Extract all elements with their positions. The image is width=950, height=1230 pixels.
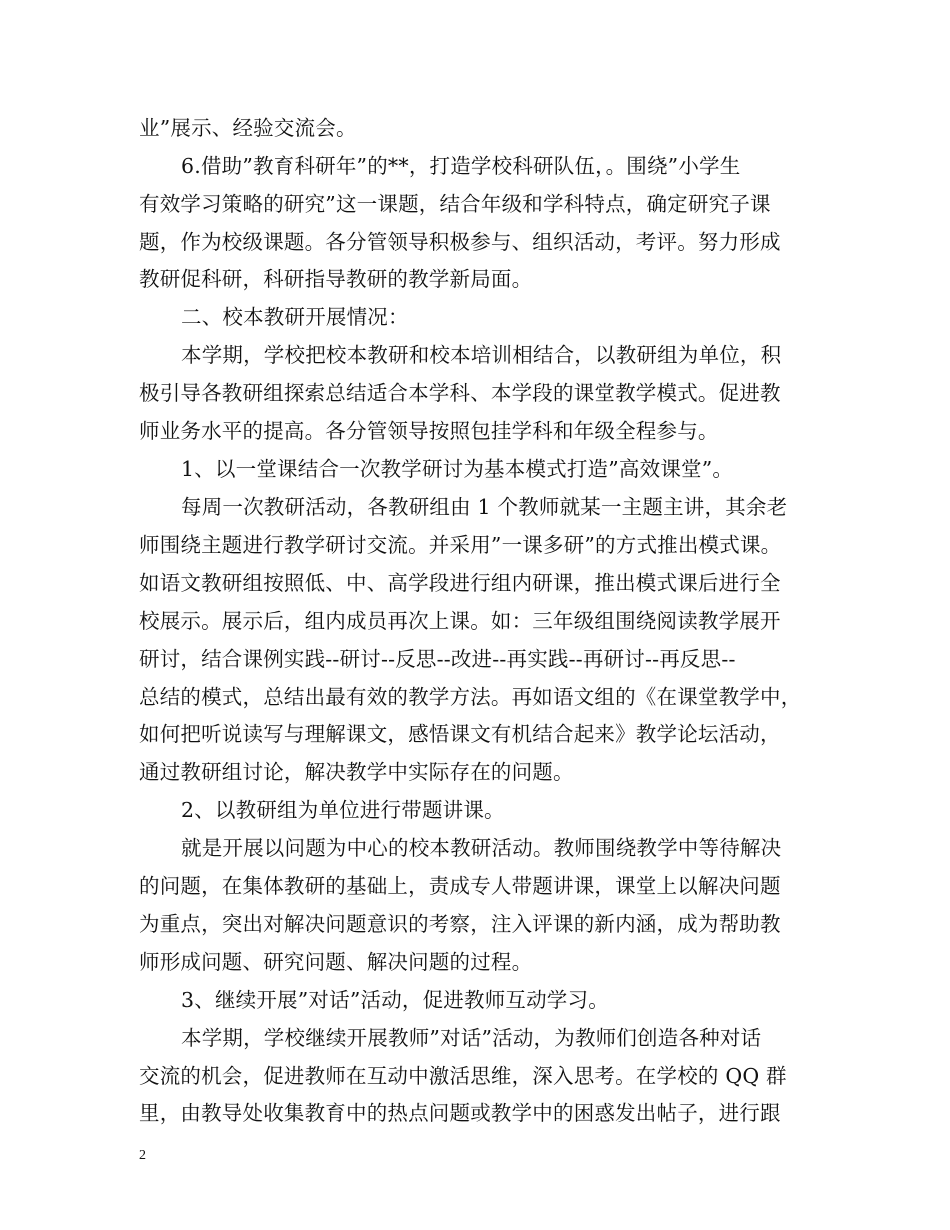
text-line: 通过教研组讨论，解决教学中实际存在的问题。	[139, 760, 574, 784]
text-line: 校展示。展示后，组内成员再次上课。如：三年级组围绕阅读教学展开	[139, 609, 781, 633]
text-line: 教研促科研，科研指导教研的教学新局面。	[139, 267, 533, 291]
text-line: 每周一次教研活动，各教研组由 1 个教师就某一主题主讲，其余老	[181, 495, 788, 519]
text-line: 研讨，结合课例实践--研讨--反思--改进--再实践--再研讨--再反思--	[139, 647, 736, 671]
text-line: 本学期，学校把校本教研和校本培训相结合，以教研组为单位，积	[181, 343, 782, 367]
text-line: 的问题，在集体教研的基础上，责成专人带题讲课，课堂上以解决问题	[139, 874, 781, 898]
text-line: 交流的机会，促进教师在互动中激活思维，深入思考。在学校的 QQ 群	[139, 1064, 787, 1088]
text-line: 里，由教导处收集教育中的热点问题或教学中的困惑发出帖子，进行跟	[139, 1101, 781, 1125]
section-heading: 二、校本教研开展情况：	[181, 305, 409, 329]
subsection-heading: 3、继续开展”对话”活动，促进教师互动学习。	[181, 988, 609, 1012]
text-line: 题，作为校级课题。各分管领导积极参与、组织活动，考评。努力形成	[139, 230, 781, 254]
text-line: 师业务水平的提高。各分管领导按照包挂学科和年级全程参与。	[139, 419, 719, 443]
text-line: 为重点，突出对解决问题意识的考察，注入评课的新内涵，成为帮助教	[139, 912, 781, 936]
text-line: 如何把听说读写与理解课文，感悟课文有机结合起来》教学论坛活动，	[139, 722, 781, 746]
text-line: 师围绕主题进行教学研讨交流。并采用”一课多研”的方式推出模式课。	[139, 533, 782, 557]
text-line: 总结的模式，总结出最有效的教学方法。再如语文组的《在课堂教学中，	[139, 685, 802, 709]
subsection-heading: 2、以教研组为单位进行带题讲课。	[181, 798, 505, 822]
text-line: 师形成问题、研究问题、解决问题的过程。	[139, 950, 533, 974]
subsection-heading: 1、以一堂课结合一次教学研讨为基本模式打造”高效课堂”。	[181, 457, 734, 481]
text-line: 6.借助”教育科研年”的**，打造学校科研队伍，。围绕”小学生	[181, 154, 741, 178]
text-line: 本学期，学校继续开展教师”对话”活动，为教师们创造各种对话	[181, 1026, 762, 1050]
text-line: 有效学习策略的研究”这一课题，结合年级和学科特点，确定研究子课	[139, 192, 771, 216]
text-line: 极引导各教研组探索总结适合本学科、本学段的课堂教学模式。促进教	[139, 381, 781, 405]
text-line: 业”展示、经验交流会。	[139, 116, 357, 140]
text-line: 就是开展以问题为中心的校本教研活动。教师围绕教学中等待解决	[181, 836, 782, 860]
page-number: 2	[139, 1148, 146, 1163]
text-line: 如语文教研组按照低、中、高学段进行组内研课，推出模式课后进行全	[139, 571, 781, 595]
